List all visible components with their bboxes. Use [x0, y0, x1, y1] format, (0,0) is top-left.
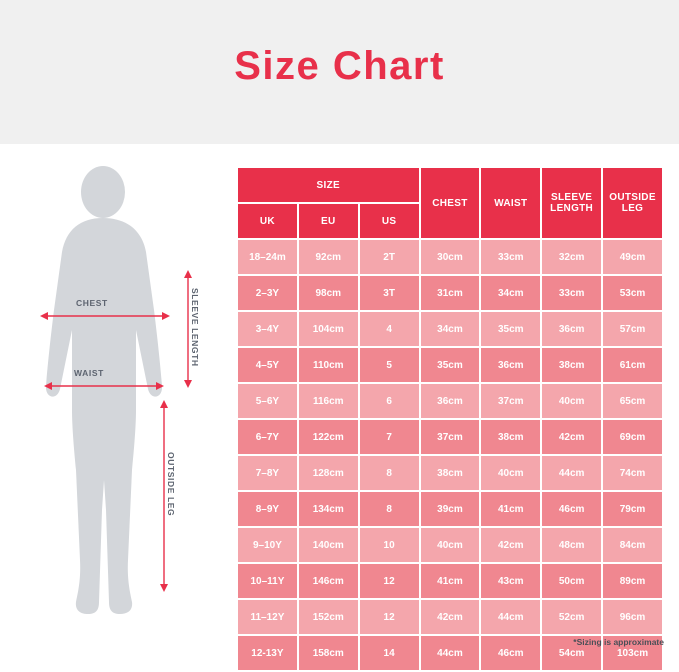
table-row [238, 600, 662, 634]
table-cell: 30cm [421, 240, 480, 274]
waist-label: WAIST [74, 368, 104, 378]
table-cell: 42cm [421, 600, 480, 634]
table-cell: 36cm [421, 384, 480, 418]
table-cell: 12 [360, 600, 419, 634]
table-cell: 110cm [299, 348, 358, 382]
table-cell: 31cm [421, 276, 480, 310]
outside-leg-label: OUTSIDE LEG [166, 452, 176, 517]
table-cell: 7 [360, 420, 419, 454]
header-sleeve-length: SLEEVE LENGTH [542, 168, 601, 238]
table-cell: 33cm [542, 276, 601, 310]
table-cell: 8 [360, 492, 419, 526]
table-cell: 42cm [481, 528, 540, 562]
page-title: Size Chart [234, 44, 445, 88]
table-cell: 14 [360, 636, 419, 670]
header-eu: EU [299, 204, 358, 238]
table-head [238, 168, 662, 238]
table-cell: 38cm [421, 456, 480, 490]
table-cell: 11–12Y [238, 600, 297, 634]
table-cell: 74cm [603, 456, 662, 490]
waist-measure-line [44, 378, 164, 394]
table-row [238, 276, 662, 310]
table-cell: 41cm [421, 564, 480, 598]
table-cell: 36cm [542, 312, 601, 346]
table-cell: 40cm [542, 384, 601, 418]
table-cell: 39cm [421, 492, 480, 526]
table-cell: 79cm [603, 492, 662, 526]
header-outside-leg: OUTSIDE LEG [603, 168, 662, 238]
table-cell: 98cm [299, 276, 358, 310]
table-cell: 116cm [299, 384, 358, 418]
table-row [238, 456, 662, 490]
table-cell: 38cm [481, 420, 540, 454]
table-cell: 152cm [299, 600, 358, 634]
table-cell: 92cm [299, 240, 358, 274]
table-cell: 35cm [421, 348, 480, 382]
table-cell: 50cm [542, 564, 601, 598]
table-cell: 2T [360, 240, 419, 274]
header-chest: CHEST [421, 168, 480, 238]
header-us: US [360, 204, 419, 238]
table-cell: 44cm [421, 636, 480, 670]
table-cell: 6 [360, 384, 419, 418]
table-cell: 48cm [542, 528, 601, 562]
table-cell: 8 [360, 456, 419, 490]
table-cell: 33cm [481, 240, 540, 274]
table-cell: 38cm [542, 348, 601, 382]
table-row [238, 240, 662, 274]
table-row [238, 564, 662, 598]
table-cell: 4–5Y [238, 348, 297, 382]
table-cell: 103cm [603, 636, 662, 670]
table-body [238, 240, 662, 670]
table-row [238, 348, 662, 382]
table-cell: 52cm [542, 600, 601, 634]
table-cell: 43cm [481, 564, 540, 598]
table-cell: 96cm [603, 600, 662, 634]
table-cell: 40cm [481, 456, 540, 490]
table-cell: 32cm [542, 240, 601, 274]
table-cell: 34cm [481, 276, 540, 310]
table-cell: 12-13Y [238, 636, 297, 670]
table-cell: 8–9Y [238, 492, 297, 526]
table-cell: 46cm [481, 636, 540, 670]
table-cell: 7–8Y [238, 456, 297, 490]
table-cell: 140cm [299, 528, 358, 562]
table-cell: 5–6Y [238, 384, 297, 418]
table-cell: 10 [360, 528, 419, 562]
sizing-note: *Sizing is approximate [573, 637, 664, 647]
body-silhouette-icon [18, 160, 228, 630]
table-cell: 122cm [299, 420, 358, 454]
table-cell: 37cm [481, 384, 540, 418]
table-cell: 61cm [603, 348, 662, 382]
table-cell: 84cm [603, 528, 662, 562]
table-cell: 65cm [603, 384, 662, 418]
table-cell: 49cm [603, 240, 662, 274]
chest-label: CHEST [76, 298, 108, 308]
table-cell: 54cm [542, 636, 601, 670]
header-waist: WAIST [481, 168, 540, 238]
table-row [238, 492, 662, 526]
table-row [238, 384, 662, 418]
table-row [238, 420, 662, 454]
table-header-row-group [238, 168, 662, 202]
table-cell: 46cm [542, 492, 601, 526]
table-cell: 57cm [603, 312, 662, 346]
table-cell: 3–4Y [238, 312, 297, 346]
table-cell: 9–10Y [238, 528, 297, 562]
table-cell: 41cm [481, 492, 540, 526]
chest-measure-line [40, 308, 170, 324]
table-cell: 134cm [299, 492, 358, 526]
table-row [238, 528, 662, 562]
table-cell: 36cm [481, 348, 540, 382]
table-cell: 42cm [542, 420, 601, 454]
table-cell: 3T [360, 276, 419, 310]
table-cell: 6–7Y [238, 420, 297, 454]
table-cell: 146cm [299, 564, 358, 598]
table-cell: 89cm [603, 564, 662, 598]
table-cell: 40cm [421, 528, 480, 562]
body-figure [18, 160, 228, 630]
table-cell: 10–11Y [238, 564, 297, 598]
table-cell: 158cm [299, 636, 358, 670]
table-cell: 44cm [542, 456, 601, 490]
table-cell: 53cm [603, 276, 662, 310]
table-cell: 4 [360, 312, 419, 346]
table-cell: 35cm [481, 312, 540, 346]
table-cell: 104cm [299, 312, 358, 346]
table-cell: 12 [360, 564, 419, 598]
sleeve-length-label: SLEEVE LENGTH [190, 288, 200, 367]
table-cell: 2–3Y [238, 276, 297, 310]
table-cell: 128cm [299, 456, 358, 490]
table-cell: 5 [360, 348, 419, 382]
table-cell: 69cm [603, 420, 662, 454]
table-cell: 34cm [421, 312, 480, 346]
size-table-container [236, 166, 664, 672]
header-uk: UK [238, 204, 297, 238]
table-cell: 37cm [421, 420, 480, 454]
table-cell: 18–24m [238, 240, 297, 274]
table-row [238, 312, 662, 346]
table-cell: 44cm [481, 600, 540, 634]
size-table [236, 166, 664, 672]
header-size-group: SIZE [238, 168, 419, 202]
